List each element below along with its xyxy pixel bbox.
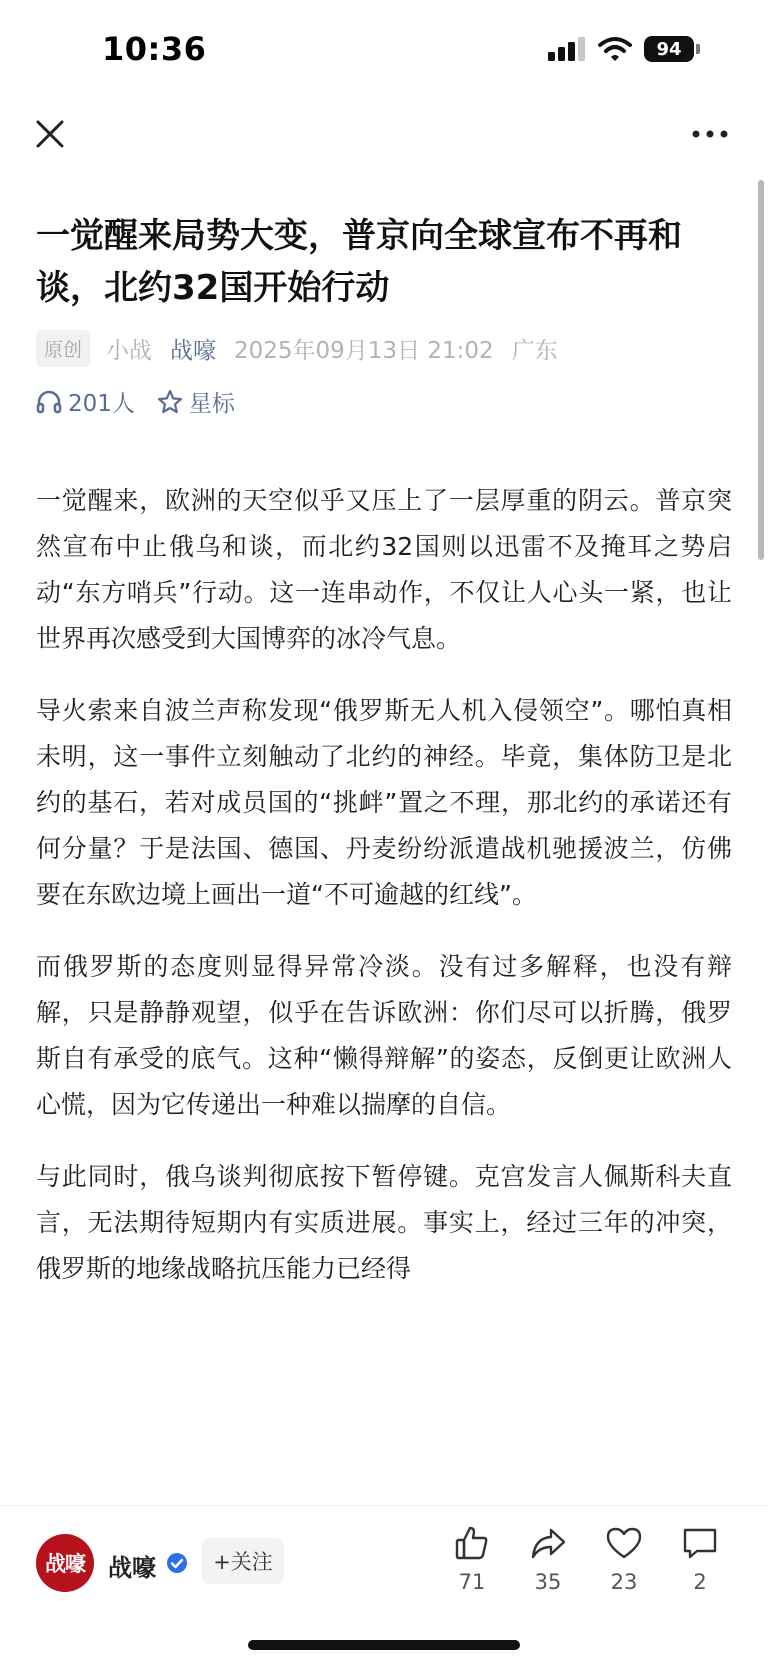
paragraph: 与此同时，俄乌谈判彻底按下暂停键。克宫发言人佩斯科夫直言，无法期待短期内有实质进展。事实上，经过三年的冲突，俄罗斯的地缘战略抗压能力已经得 [36, 1162, 732, 1283]
paragraph: 一觉醒来，欧洲的天空似乎又压上了一层厚重的阴云。普京突然宣布中止俄乌和谈，而北约32国则以迅雷不及掩耳之势启动“东方哨兵”行动。这一连串动作，不仅让人心头一紧，也让世界再次感受到大国博弈的冰冷气息。 [36, 486, 732, 653]
like-count: 71 [458, 1570, 486, 1594]
cellular-signal-icon [548, 37, 586, 61]
article-meta [36, 330, 732, 367]
original-tag: 原创 [36, 330, 90, 367]
status-bar [0, 0, 768, 100]
status-time: 10:36 [102, 30, 207, 68]
heart-icon [605, 1524, 643, 1562]
more-icon[interactable] [688, 120, 732, 148]
close-icon[interactable] [30, 114, 70, 154]
account-link[interactable]: 战嚎 [170, 338, 217, 364]
star-icon [157, 389, 183, 415]
status-icons [548, 36, 700, 62]
paragraph: 导火索来自波兰声称发现“俄罗斯无人机入侵领空”。哪怕真相未明，这一事件立刻触动了北约的神经。毕竟，集体防卫是北约的基石，若对成员国的“挑衅”置之不理，那北约的承诺还有何分量？于是法国、德国、丹麦纷纷派遣战机驰援波兰，仿佛要在东欧边境上画出一道“不可逾越的红线”。 [36, 696, 732, 909]
thumbs-up-icon [453, 1524, 491, 1562]
nav-bar [0, 110, 768, 160]
battery-level: 94 [644, 36, 694, 62]
share-button[interactable] [510, 1524, 586, 1594]
listen-button[interactable] [36, 385, 135, 418]
article [36, 210, 732, 1318]
verified-icon [166, 1552, 188, 1574]
author-name: 小战 [106, 338, 153, 364]
favorite-count: 23 [610, 1570, 638, 1594]
article-title: 一觉醒来局势大变，普京向全球宣布不再和谈，北约32国开始行动 [36, 216, 682, 308]
comment-count: 2 [693, 1570, 707, 1594]
battery-icon [644, 36, 700, 62]
wifi-icon [598, 36, 632, 62]
follow-button[interactable]: +关注 [202, 1538, 284, 1584]
publish-location: 广东 [511, 338, 558, 364]
star-button[interactable] [157, 385, 235, 418]
avatar[interactable]: 战嚎 [36, 1534, 94, 1592]
article-sub-meta [36, 385, 732, 418]
home-indicator[interactable] [248, 1640, 520, 1650]
like-button[interactable] [434, 1524, 510, 1594]
headphones-icon [36, 390, 62, 414]
listener-count: 201人 [68, 391, 135, 417]
star-label: 星标 [188, 391, 235, 417]
share-count: 35 [534, 1570, 562, 1594]
scrollbar[interactable] [758, 180, 764, 560]
paragraph: 而俄罗斯的态度则显得异常冷淡。没有过多解释，也没有辩解，只是静静观望，似乎在告诉欧洲：你们尽可以折腾，俄罗斯自有承受的底气。这种“懒得辩解”的姿态，反倒更让欧洲人心慌，因为它传递出一种难以揣摩的自信。 [36, 952, 732, 1119]
share-arrow-icon [529, 1524, 567, 1562]
comment-button[interactable] [662, 1524, 738, 1594]
favorite-button[interactable] [586, 1524, 662, 1594]
action-group [434, 1524, 738, 1594]
account-name[interactable]: 战嚎 [108, 1554, 156, 1582]
publish-date: 2025年09月13日 21:02 [234, 338, 494, 364]
comment-icon [681, 1524, 719, 1562]
article-body [36, 478, 732, 1292]
